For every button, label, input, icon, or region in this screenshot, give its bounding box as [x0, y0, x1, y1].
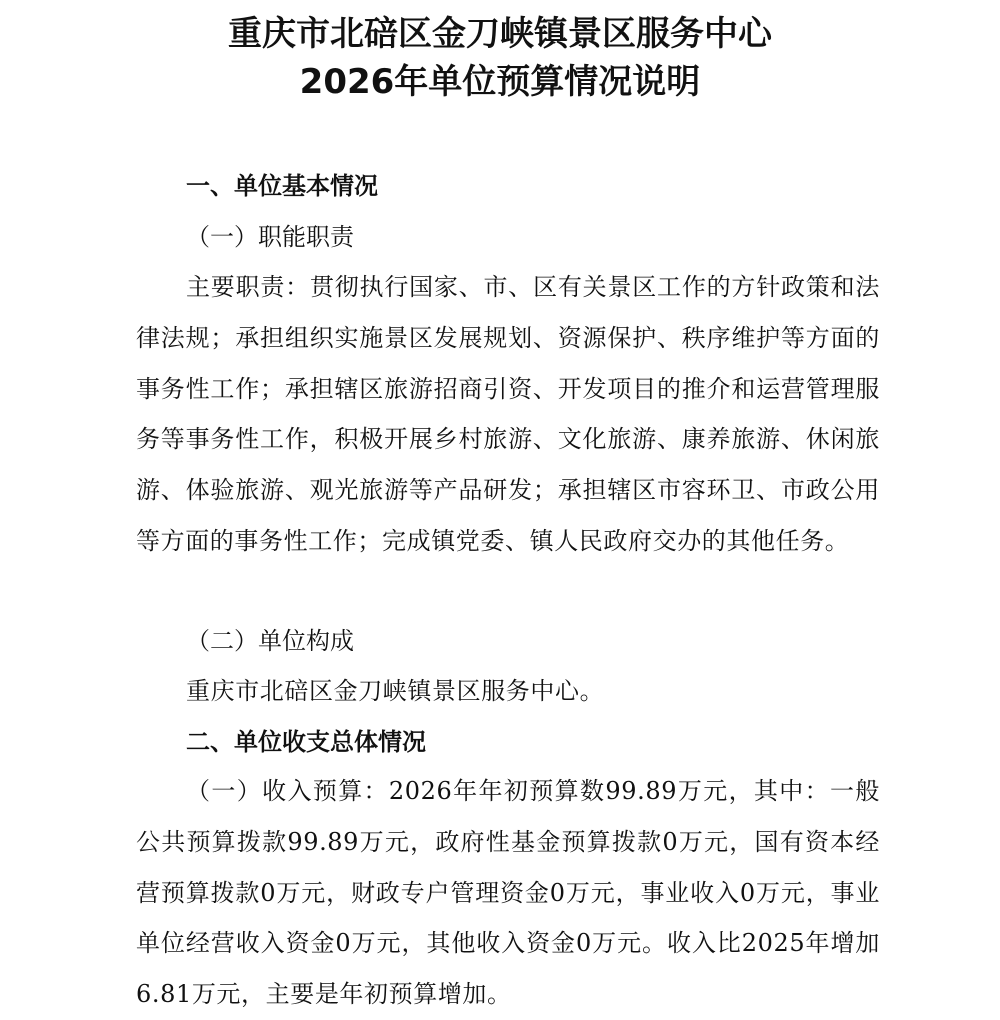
paragraph-duties: 主要职责：贯彻执行国家、市、区有关景区工作的方针政策和法律法规；承担组织实施景区发展规划、资源保护、秩序维护等方面的事务性工作；承担辖区旅游招商引资、开发项目的推介和运营管理服务等事务性工作，积极开展乡村旅游、文化旅游、康养旅游、休闲旅游、体验旅游、观光旅游等产品研发；承担辖区市容环卫、市政公用等方面的事务性工作；完成镇党委、镇人民政府交办的其他任务。 [136, 273, 880, 555]
subheading-duties: （一）职能职责 [186, 223, 354, 251]
paragraph-income-budget: （一）收入预算：2026年年初预算数99.89万元，其中：一般公共预算拨款99.89万元，政府性基金预算拨款0万元，国有资本经营预算拨款0万元，财政专户管理资金0万元，事业收入0万元，事业单位经营收入资金0万元，其他收入资金0万元。收入比2025年增加6.81万元，主要是年初预算增加。 [136, 777, 880, 1009]
subheading-composition: （二）单位构成 [186, 627, 354, 655]
document-title-line1: 重庆市北碚区金刀峡镇景区服务中心 [228, 14, 772, 54]
document-title-line2: 2026年单位预算情况说明 [299, 62, 701, 102]
section-heading-basic-info: 一、单位基本情况 [186, 172, 378, 200]
section-heading-budget-overview: 二、单位收支总体情况 [186, 728, 426, 756]
paragraph-composition: 重庆市北碚区金刀峡镇景区服务中心。 [186, 677, 605, 705]
